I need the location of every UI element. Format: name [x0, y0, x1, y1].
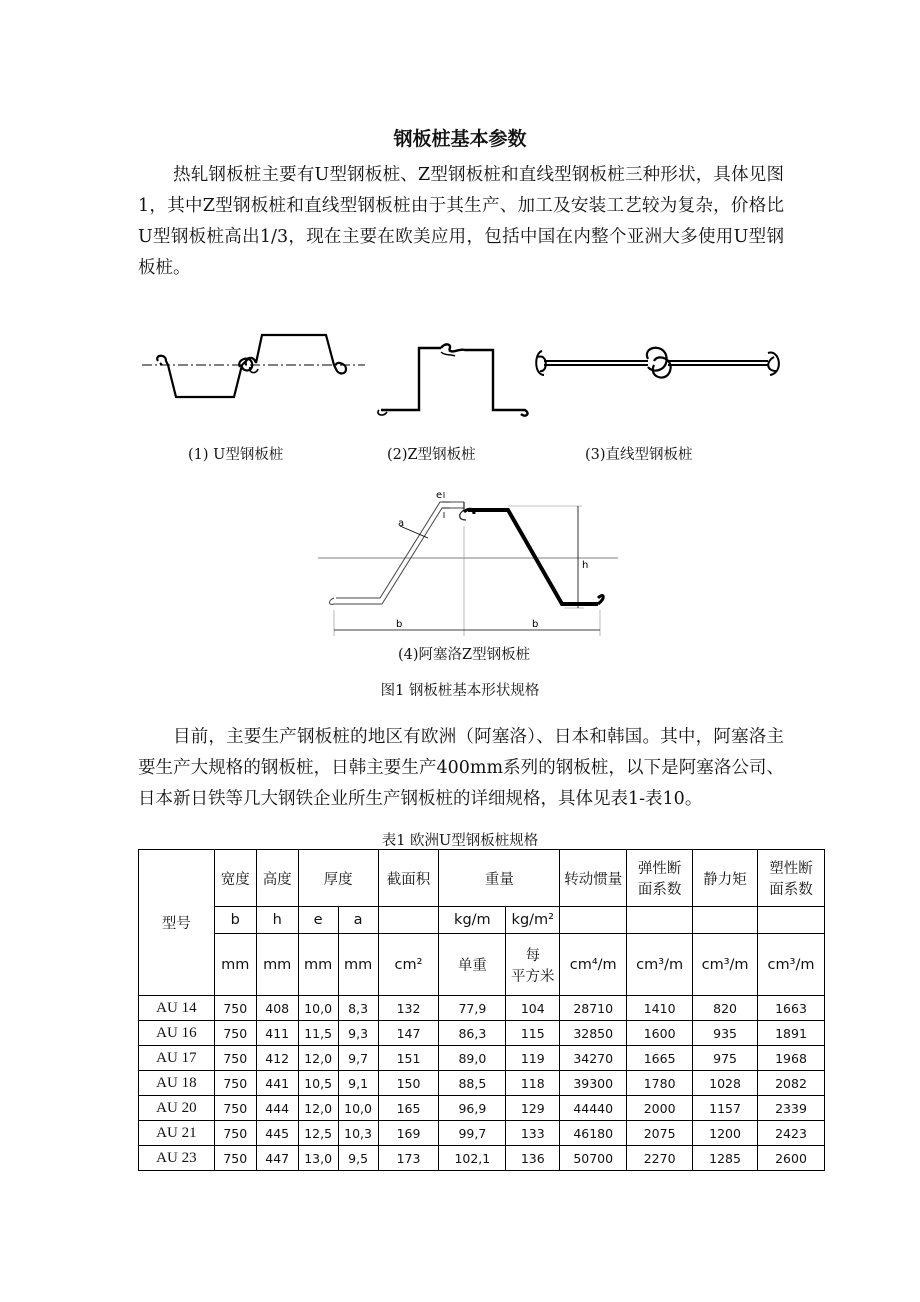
value-cell: 445	[256, 1121, 298, 1146]
weight-header: 重量	[439, 850, 560, 907]
model-cell: AU 14	[139, 996, 215, 1021]
model-header: 型号	[139, 850, 215, 996]
unit-h: mm	[256, 934, 298, 996]
dim-b-right-label: b	[532, 619, 539, 630]
model-cell: AU 21	[139, 1121, 215, 1146]
value-cell: 2082	[758, 1071, 825, 1096]
value-cell: 1780	[627, 1071, 693, 1096]
value-cell: 750	[214, 1046, 256, 1071]
value-cell: 8,3	[338, 996, 378, 1021]
value-cell: 46180	[560, 1121, 627, 1146]
value-cell: 173	[378, 1146, 439, 1171]
value-cell: 441	[256, 1071, 298, 1096]
value-cell: 89,0	[439, 1046, 506, 1071]
value-cell: 12,5	[298, 1121, 338, 1146]
value-cell: 750	[214, 996, 256, 1021]
value-cell: 11,5	[298, 1021, 338, 1046]
value-cell: 2600	[758, 1146, 825, 1171]
unit-e: mm	[298, 934, 338, 996]
value-cell: 408	[256, 996, 298, 1021]
symbol-a: a	[338, 907, 378, 934]
dim-e-label: e	[436, 490, 443, 501]
value-cell: 820	[693, 996, 758, 1021]
value-cell: 99,7	[439, 1121, 506, 1146]
value-cell: 10,3	[338, 1121, 378, 1146]
thickness-header: 厚度	[298, 850, 378, 907]
value-cell: 86,3	[439, 1021, 506, 1046]
u-pile-figure	[140, 325, 370, 410]
value-cell: 165	[378, 1096, 439, 1121]
unit-area: cm²	[378, 934, 439, 996]
value-cell: 133	[506, 1121, 560, 1146]
value-cell: 132	[378, 996, 439, 1021]
value-cell: 975	[693, 1046, 758, 1071]
arcelor-z-pile-figure	[318, 486, 618, 641]
value-cell: 2270	[627, 1146, 693, 1171]
table-row	[139, 996, 825, 1021]
figure-label-straight: (3)直线型钢板桩	[585, 447, 693, 463]
value-cell: 96,9	[439, 1096, 506, 1121]
value-cell: 136	[506, 1146, 560, 1171]
value-cell: 102,1	[439, 1146, 506, 1171]
model-cell: AU 20	[139, 1096, 215, 1121]
value-cell: 1157	[693, 1096, 758, 1121]
unit-a: mm	[338, 934, 378, 996]
value-cell: 115	[506, 1021, 560, 1046]
straight-pile-figure	[530, 335, 790, 390]
value-cell: 935	[693, 1021, 758, 1046]
value-cell: 2000	[627, 1096, 693, 1121]
value-cell: 2075	[627, 1121, 693, 1146]
value-cell: 411	[256, 1021, 298, 1046]
unit-inertia: cm⁴/m	[560, 934, 627, 996]
value-cell: 1663	[758, 996, 825, 1021]
value-cell: 9,7	[338, 1046, 378, 1071]
value-cell: 2423	[758, 1121, 825, 1146]
value-cell: 88,5	[439, 1071, 506, 1096]
value-cell: 169	[378, 1121, 439, 1146]
value-cell: 39300	[560, 1071, 627, 1096]
page-title: 钢板桩基本参数	[393, 128, 527, 150]
second-paragraph: 目前，主要生产钢板桩的地区有欧洲（阿塞洛）、日本和韩国。其中，阿塞洛主要生产大规格的钢板桩，日韩主要生产400mm系列的钢板桩，以下是阿塞洛公司、日本新日铁等几大钢铁企业所生产钢板桩的详细规格，具体见表1-表10。	[138, 727, 784, 809]
value-cell: 77,9	[439, 996, 506, 1021]
symbol-h: h	[256, 907, 298, 934]
value-cell: 32850	[560, 1021, 627, 1046]
table-row	[139, 1146, 825, 1171]
static-header: 静力矩	[693, 850, 758, 907]
model-cell: AU 16	[139, 1021, 215, 1046]
value-cell: 1200	[693, 1121, 758, 1146]
model-cell: AU 17	[139, 1046, 215, 1071]
value-cell: 104	[506, 996, 560, 1021]
value-cell: 119	[506, 1046, 560, 1071]
value-cell: 1891	[758, 1021, 825, 1046]
unit-plastic: cm³/m	[758, 934, 825, 996]
value-cell: 12,0	[298, 1046, 338, 1071]
value-cell: 151	[378, 1046, 439, 1071]
spec-table	[138, 849, 825, 1171]
value-cell: 9,1	[338, 1071, 378, 1096]
figure-label-u: (1) U型钢板桩	[188, 447, 284, 463]
z-pile-figure	[375, 330, 540, 420]
value-cell: 28710	[560, 996, 627, 1021]
unit-single-weight: 单重	[439, 934, 506, 996]
table-row	[139, 1071, 825, 1096]
value-cell: 1968	[758, 1046, 825, 1071]
value-cell: 10,5	[298, 1071, 338, 1096]
table-row	[139, 1096, 825, 1121]
dim-h-label: h	[582, 560, 589, 571]
value-cell: 447	[256, 1146, 298, 1171]
value-cell: 9,5	[338, 1146, 378, 1171]
value-cell: 10,0	[338, 1096, 378, 1121]
value-cell: 10,0	[298, 996, 338, 1021]
value-cell: 129	[506, 1096, 560, 1121]
symbol-b: b	[214, 907, 256, 934]
value-cell: 412	[256, 1046, 298, 1071]
model-cell: AU 18	[139, 1071, 215, 1096]
plastic-header: 塑性断 面系数	[758, 850, 825, 907]
inertia-header: 转动惯量	[560, 850, 627, 907]
value-cell: 1410	[627, 996, 693, 1021]
value-cell: 150	[378, 1071, 439, 1096]
figure-label-arcelor: (4)阿塞洛Z型钢板桩	[398, 647, 531, 663]
figure-label-z: (2)Z型钢板桩	[387, 447, 476, 463]
value-cell: 1028	[693, 1071, 758, 1096]
table-caption: 表1 欧洲U型钢板桩规格	[381, 833, 539, 849]
value-cell: 50700	[560, 1146, 627, 1171]
value-cell: 9,3	[338, 1021, 378, 1046]
symbol-kgm: kg/m	[439, 907, 506, 934]
value-cell: 444	[256, 1096, 298, 1121]
symbol-kgm2: kg/m²	[506, 907, 560, 934]
value-cell: 12,0	[298, 1096, 338, 1121]
height-header: 高度	[256, 850, 298, 907]
value-cell: 1600	[627, 1021, 693, 1046]
value-cell: 1285	[693, 1146, 758, 1171]
value-cell: 750	[214, 1021, 256, 1046]
width-header: 宽度	[214, 850, 256, 907]
value-cell: 34270	[560, 1046, 627, 1071]
value-cell: 750	[214, 1121, 256, 1146]
value-cell: 147	[378, 1021, 439, 1046]
table-row	[139, 1121, 825, 1146]
unit-static: cm³/m	[693, 934, 758, 996]
unit-b: mm	[214, 934, 256, 996]
value-cell: 2339	[758, 1096, 825, 1121]
unit-elastic: cm³/m	[627, 934, 693, 996]
table-row	[139, 1046, 825, 1071]
unit-per-sqm: 每 平方米	[506, 934, 560, 996]
value-cell: 750	[214, 1096, 256, 1121]
value-cell: 1665	[627, 1046, 693, 1071]
table-row	[139, 1021, 825, 1046]
value-cell: 13,0	[298, 1146, 338, 1171]
elastic-header: 弹性断 面系数	[627, 850, 693, 907]
table-body	[139, 996, 825, 1171]
value-cell: 44440	[560, 1096, 627, 1121]
value-cell: 118	[506, 1071, 560, 1096]
value-cell: 750	[214, 1071, 256, 1096]
dim-b-left-label: b	[396, 619, 403, 630]
model-cell: AU 23	[139, 1146, 215, 1171]
area-header: 截面积	[378, 850, 439, 907]
value-cell: 750	[214, 1146, 256, 1171]
intro-paragraph: 热轧钢板桩主要有U型钢板桩、Z型钢板桩和直线型钢板桩三种形状，具体见图1，其中Z型钢板桩和直线型钢板桩由于其生产、加工及安装工艺较为复杂，价格比U型钢板桩高出1/3，现在主要在欧美应用，包括中国在内整个亚洲大多使用U型钢板桩。	[138, 165, 784, 278]
dim-a-label: a	[398, 518, 405, 529]
symbol-e: e	[298, 907, 338, 934]
figure-caption: 图1 钢板桩基本形状规格	[380, 683, 540, 699]
